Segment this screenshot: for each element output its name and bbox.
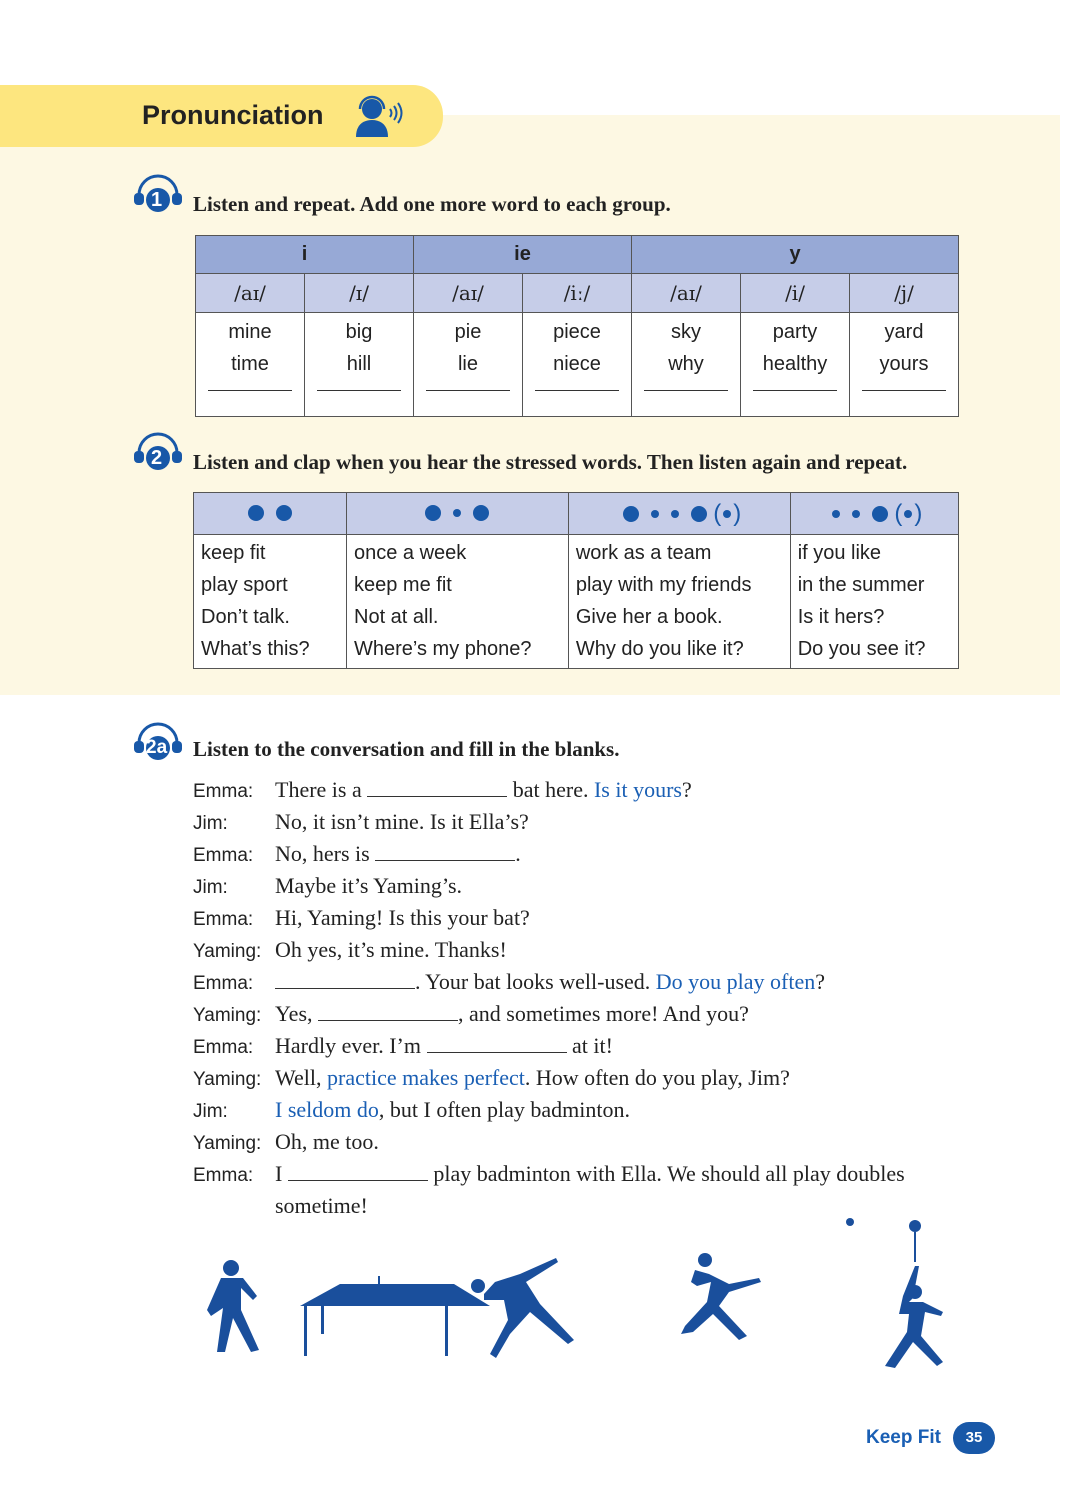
word-cell <box>632 313 741 417</box>
section-title: Pronunciation <box>142 100 324 130</box>
text-segment: bat here. <box>507 777 594 802</box>
spelling-sound-table <box>195 235 959 417</box>
example-word: yours <box>879 353 929 375</box>
sound-header: /i/ <box>741 274 850 313</box>
phrase: work as a team <box>575 542 712 564</box>
text-segment: . Your bat looks well-used. <box>415 969 656 994</box>
speaker-name: Yaming: <box>193 941 262 962</box>
speaker-name: Emma: <box>193 1037 254 1058</box>
example-word: time <box>231 353 269 375</box>
dialogue-text <box>275 838 521 870</box>
stress-pattern-cell <box>347 493 569 535</box>
text-segment: ? <box>815 969 826 994</box>
phrase: What’s this? <box>201 638 310 660</box>
text-segment: , but I often play badminton. <box>378 1097 631 1122</box>
speaker-name: Jim: <box>193 813 228 834</box>
exercise1-instruction: Listen and repeat. Add one more word to each group. <box>193 192 671 216</box>
text-segment: I <box>275 1161 288 1186</box>
sound-header: /ɪ/ <box>305 274 414 313</box>
phrase: Where’s my phone? <box>354 638 532 660</box>
dialogue-line <box>193 774 973 806</box>
answer-blank[interactable] <box>753 390 837 391</box>
text-segment: No, it isn’t mine. Is it Ella’s? <box>275 809 529 834</box>
group-header: ie <box>414 236 632 274</box>
exercise-number: 1 <box>151 189 163 211</box>
dialogue-line <box>193 966 973 998</box>
answer-blank[interactable] <box>426 390 510 391</box>
dialogue-text <box>275 1158 905 1190</box>
fill-in-blank[interactable] <box>318 1000 458 1021</box>
exercise2-instruction: Listen and clap when you hear the stressed words. Then listen again and repeat. <box>193 450 908 474</box>
phrase-cell <box>790 535 958 669</box>
text-segment: at it! <box>566 1033 613 1058</box>
word-cell <box>523 313 632 417</box>
unit-title: Keep Fit <box>866 1427 941 1448</box>
phrase: Is it hers? <box>797 606 885 628</box>
example-word: niece <box>553 353 601 375</box>
optional-syllable-icon: ( ) <box>713 499 742 527</box>
dialogue-line <box>193 1126 973 1158</box>
example-word: party <box>772 321 818 343</box>
dialogue-text <box>275 934 507 966</box>
phrase: play with my friends <box>575 574 752 596</box>
unstressed-dot-icon <box>832 510 840 518</box>
fill-in-blank[interactable] <box>367 776 507 797</box>
phrase: in the summer <box>797 574 925 596</box>
example-word: big <box>345 321 373 343</box>
badminton-player-2-icon <box>846 1218 943 1368</box>
exercise2a-instruction: Listen to the conversation and fill in the blanks. <box>193 737 620 761</box>
text-segment: . How often do you play, Jim? <box>524 1065 790 1090</box>
dialogue-text <box>275 806 529 838</box>
unstressed-dot-icon <box>671 510 679 518</box>
dialogue-text <box>275 1030 613 1062</box>
text-segment: There is a <box>275 777 368 802</box>
fill-in-blank[interactable] <box>427 1032 567 1053</box>
phrase: play sport <box>201 574 288 596</box>
speaker-name: Emma: <box>193 973 254 994</box>
speaker-name: Emma: <box>193 781 254 802</box>
text-segment: , and sometimes more! And you? <box>458 1001 749 1026</box>
phrase: Why do you like it? <box>575 638 744 660</box>
dialogue-line <box>193 1158 973 1190</box>
dialogue-line <box>193 870 973 902</box>
text-segment: Maybe it’s Yaming’s. <box>275 873 463 898</box>
answer-blank[interactable] <box>862 390 946 391</box>
dialogue-line <box>193 902 973 934</box>
fill-in-blank[interactable] <box>375 840 515 861</box>
dialogue-text <box>275 966 825 998</box>
text-segment: Oh yes, it’s mine. Thanks! <box>275 937 507 962</box>
stressed-dot-icon <box>425 505 441 521</box>
example-word: healthy <box>762 353 828 375</box>
table-tennis-player-2-icon <box>471 1258 574 1358</box>
word-cell <box>741 313 850 417</box>
badminton-player-icon <box>681 1253 761 1340</box>
dialogue-text <box>275 774 692 806</box>
stress-pattern-cell <box>790 493 958 535</box>
text-segment: No, hers is <box>275 841 376 866</box>
text-segment: Hi, Yaming! Is this your bat? <box>275 905 530 930</box>
example-word: sky <box>671 321 701 343</box>
fill-in-blank[interactable] <box>288 1160 428 1181</box>
stressed-dot-icon <box>248 505 264 521</box>
stressed-dot-icon <box>473 505 489 521</box>
word-cell <box>305 313 414 417</box>
phrase: Not at all. <box>354 606 439 628</box>
speaker-name: Emma: <box>193 1165 254 1186</box>
dialogue-line <box>193 1030 973 1062</box>
sound-header: /iː/ <box>523 274 632 313</box>
dialogue-line <box>193 838 973 870</box>
speaker-name: Emma: <box>193 845 254 866</box>
example-word: why <box>668 353 704 375</box>
word-cell <box>196 313 305 417</box>
sound-header: /aɪ/ <box>414 274 523 313</box>
exercise-number: 2a <box>146 737 168 758</box>
optional-syllable-icon: ( ) <box>894 499 923 527</box>
text-segment: Well, <box>275 1065 327 1090</box>
example-word: hill <box>346 353 372 375</box>
speaker-name: Jim: <box>193 877 228 898</box>
speaker-name: Emma: <box>193 909 254 930</box>
dialogue-line <box>193 1062 973 1094</box>
text-segment: sometime! <box>275 1193 368 1218</box>
phrase: Give her a book. <box>575 606 723 628</box>
dialogue-text <box>275 902 530 934</box>
conversation <box>193 774 973 1222</box>
stressed-dot-icon <box>623 506 639 522</box>
example-word: lie <box>457 353 478 375</box>
stressed-dot-icon <box>691 506 707 522</box>
text-segment: Hardly ever. I’m <box>275 1033 427 1058</box>
speaker-name: Jim: <box>193 1101 228 1122</box>
unstressed-dot-icon <box>453 509 461 517</box>
highlighted-phrase: Is it yours <box>593 777 682 802</box>
unstressed-dot-icon <box>651 510 659 518</box>
stressed-dot-icon <box>872 506 888 522</box>
example-word: mine <box>228 321 272 343</box>
group-header: y <box>632 236 959 274</box>
speaker-name: Yaming: <box>193 1133 262 1154</box>
ping-pong-table-icon <box>300 1276 490 1356</box>
text-segment: Yes, <box>275 1001 319 1026</box>
sound-header: /aɪ/ <box>632 274 741 313</box>
phrase: keep fit <box>201 542 266 564</box>
highlighted-phrase: Do you play often <box>655 969 816 994</box>
phrase: keep me fit <box>354 574 452 596</box>
answer-blank[interactable] <box>317 390 401 391</box>
fill-in-blank[interactable] <box>275 968 415 989</box>
dialogue-text <box>275 998 749 1030</box>
group-header: i <box>196 236 414 274</box>
stress-pattern-cell <box>568 493 790 535</box>
sports-silhouettes-illustration <box>195 1210 975 1370</box>
exercise-number: 2 <box>151 447 163 469</box>
text-segment: ? <box>681 777 692 802</box>
phrase: Do you see it? <box>797 638 926 660</box>
dialogue-line <box>193 998 973 1030</box>
phrase: Don’t talk. <box>201 606 290 628</box>
phrase: if you like <box>797 542 882 564</box>
word-cell <box>850 313 959 417</box>
sound-header: /j/ <box>850 274 959 313</box>
highlighted-phrase: practice makes perfect <box>327 1065 525 1090</box>
dialogue-text <box>275 1062 790 1094</box>
dialogue-line <box>193 806 973 838</box>
answer-blank[interactable] <box>535 390 619 391</box>
dialogue-line <box>193 934 973 966</box>
highlighted-phrase: I seldom do <box>275 1097 379 1122</box>
stressed-dot-icon <box>276 505 292 521</box>
sound-header: /aɪ/ <box>196 274 305 313</box>
stress-pattern-table <box>193 492 959 669</box>
example-word: piece <box>553 321 601 343</box>
speaker-name: Yaming: <box>193 1005 262 1026</box>
unstressed-dot-icon <box>852 510 860 518</box>
dialogue-text <box>275 1126 379 1158</box>
answer-blank[interactable] <box>208 390 292 391</box>
example-word: yard <box>884 321 924 343</box>
table-tennis-player-icon <box>207 1260 259 1352</box>
dialogue-text <box>275 870 462 902</box>
stress-pattern-cell <box>194 493 347 535</box>
answer-blank[interactable] <box>644 390 728 391</box>
example-word: pie <box>454 321 482 343</box>
word-cell <box>414 313 523 417</box>
phrase-cell <box>194 535 347 669</box>
phrase-cell <box>347 535 569 669</box>
text-segment: Oh, me too. <box>275 1129 379 1154</box>
speaker-name: Yaming: <box>193 1069 262 1090</box>
dialogue-text <box>275 1094 630 1126</box>
text-segment: play badminton with Ella. We should all play doubles <box>427 1161 905 1186</box>
text-segment: . <box>515 841 521 866</box>
listener-headset-icon <box>354 95 404 139</box>
dialogue-line <box>193 1094 973 1126</box>
phrase-cell <box>568 535 790 669</box>
phrase: once a week <box>354 542 467 564</box>
page-number: 35 <box>953 1422 995 1454</box>
